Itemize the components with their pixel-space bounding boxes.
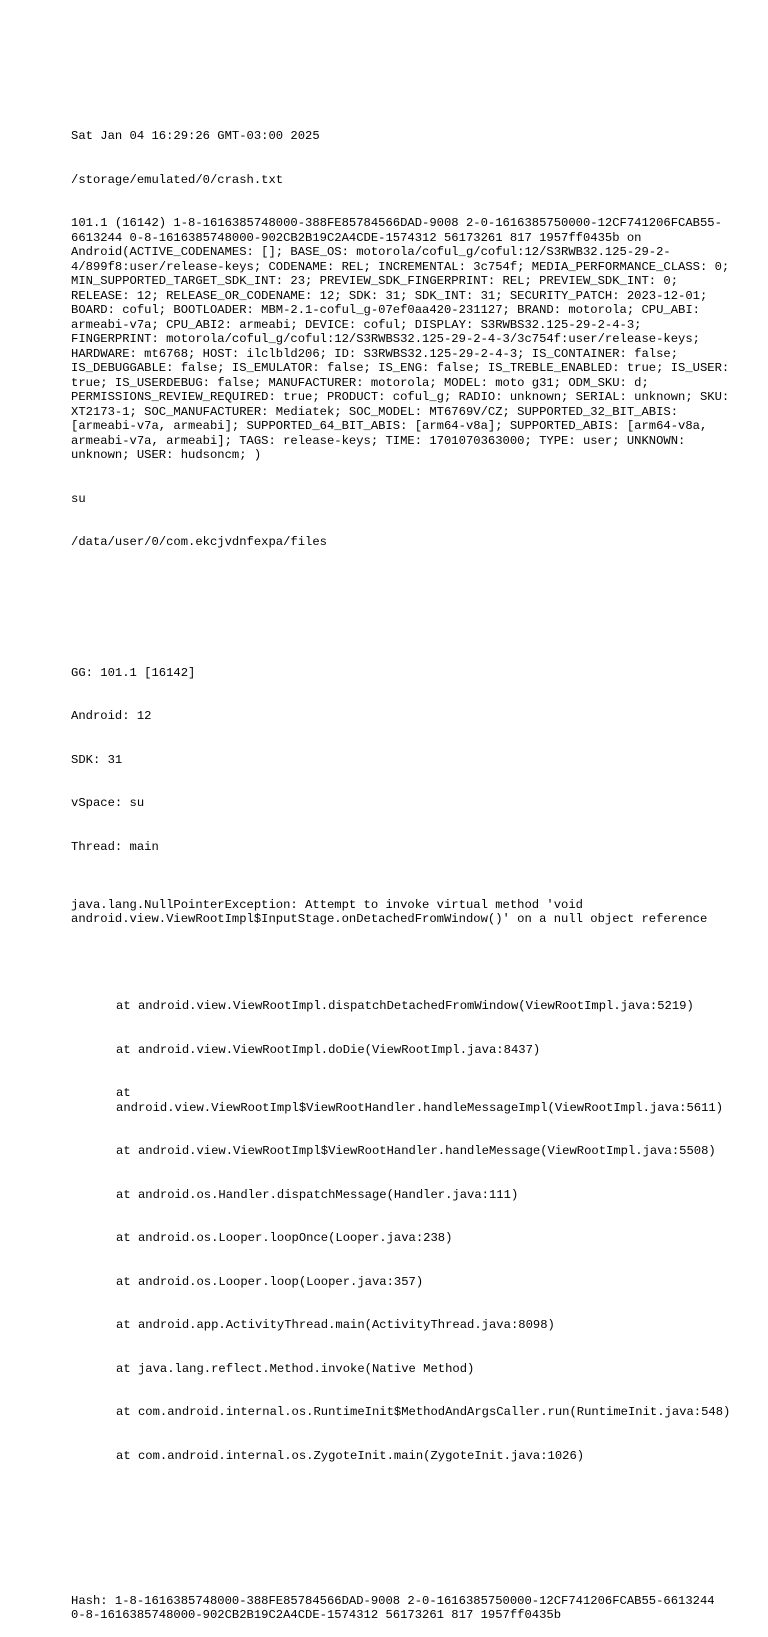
android-version-line: Android: 12	[71, 709, 152, 723]
crash-file-path: /storage/emulated/0/crash.txt	[71, 172, 284, 187]
blank-spacer	[71, 593, 731, 622]
stack-frame: at android.app.ActivityThread.main(ActivityThread.java:8098)	[116, 1318, 555, 1332]
gg-version-line: GG: 101.1 [16142]	[71, 665, 196, 680]
stack-frame: at android.os.Handler.dispatchMessage(Handler.java:111)	[116, 1187, 519, 1202]
stack-frame: at com.android.internal.os.RuntimeInit$MethodAndArgsCaller.run(RuntimeInit.java:548)	[116, 1405, 731, 1419]
stack-trace	[71, 970, 731, 1492]
timestamp-line: Sat Jan 04 16:29:26 GMT-03:00 2025	[71, 129, 320, 143]
su-line: su	[71, 491, 86, 506]
stack-frame: at android.view.ViewRootImpl$ViewRootHandler.handleMessage(ViewRootImpl.java:5508)	[116, 1144, 716, 1158]
stack-frame: at android.os.Looper.loop(Looper.java:357)	[116, 1274, 424, 1289]
hash-line: Hash: 1-8-1616385748000-388FE85784566DAD-9008 2-0-1616385750000-12CF741206FCAB55-6613244 0-8-1616385748000-902CB2B19C2A4CDE-1574312 56173261 817 1957ff0435b	[71, 1593, 722, 1622]
crash-log-document	[71, 100, 737, 1637]
exception-message: java.lang.NullPointerException: Attempt to invoke virtual method 'void android.view.ViewRootImpl$InputStage.onDetachedFromWindow()' on a null object reference	[71, 897, 708, 926]
stack-frame: at java.lang.reflect.Method.invoke(Native Method)	[116, 1361, 475, 1376]
sdk-version-line: SDK: 31	[71, 752, 123, 767]
thread-line: Thread: main	[71, 839, 159, 854]
files-path-line: /data/user/0/com.ekcjvdnfexpa/files	[71, 535, 327, 549]
stack-frame: at android.view.ViewRootImpl$ViewRootHandler.handleMessageImpl(ViewRootImpl.java:5611)	[116, 1086, 724, 1115]
stack-frame: at android.view.ViewRootImpl.doDie(ViewRootImpl.java:8437)	[116, 1042, 541, 1057]
stack-frame: at android.os.Looper.loopOnce(Looper.java:238)	[116, 1231, 453, 1245]
build-info-block: 101.1 (16142) 1-8-1616385748000-388FE85784566DAD-9008 2-0-1616385750000-12CF741206FCAB55-6613244 0-8-1616385748000-902CB2B19C2A4CDE-1574312 56173261 817 1957ff0435b on Android(ACTIVE_CODENAMES: []; BASE_OS: motorola/coful_g/coful:12/S3RWB32.125-29-2-4/899f8:user/release-keys; CODENAME: REL; INCREMENTAL: 3c754f; MEDIA_PERFORMANCE_CLASS: 0; MIN_SUPPORTED_TARGET_SDK_INT: 23; PREVIEW_SDK_FINGERPRINT: REL; PREVIEW_SDK_INT: 0; RELEASE: 12; RELEASE_OR_CODENAME: 12; SDK: 31; SDK_INT: 31; SECURITY_PATCH: 2023-12-01; BOARD: coful; BOOTLOADER: MBM-2.1-coful_g-07ef0aa420-231127; BRAND: motorola; CPU_ABI: armeabi-v7a; CPU_ABI2: armeabi; DEVICE: coful; DISPLAY: S3RWBS32.125-29-2-4-3; FINGERPRINT: motorola/coful_g/coful:12/S3RWBS32.125-29-2-4-3/3c754f:user/release-keys; HARDWARE: mt6768; HOST: ilclbld206; ID: S3RWBS32.125-29-2-4-3; IS_CONTAINER: false; IS_DEBUGGABLE: false; IS_EMULATOR: false; IS_ENG: false; IS_TREBLE_ENABLED: true; IS_USER: true; IS_USERDEBUG: false; MANUFACTURER: motorola; MODEL: moto g31; ODM_SKU: d; PERMISSIONS_REVIEW_REQUIRED: true; PRODUCT: coful_g; RADIO: unknown; SERIAL: unknown; SKU: XT2173-1; SOC_MANUFACTURER: Mediatek; SOC_MODEL: MT6769V/CZ; SUPPORTED_32_BIT_ABIS: [armeabi-v7a, armeabi]; SUPPORTED_64_BIT_ABIS: [arm64-v8a]; SUPPORTED_ABIS: [arm64-v8a, armeabi-v7a, armeabi]; TAGS: release-keys; TIME: 1701070363000; TYPE: user; UNKNOWN: unknown; USER: hudsoncm; )	[71, 216, 737, 462]
stack-frame: at com.android.internal.os.ZygoteInit.main(ZygoteInit.java:1026)	[116, 1448, 585, 1463]
stack-frame: at android.view.ViewRootImpl.dispatchDetachedFromWindow(ViewRootImpl.java:5219)	[116, 999, 694, 1013]
vspace-line: vSpace: su	[71, 796, 145, 810]
blank-spacer	[71, 1536, 731, 1551]
